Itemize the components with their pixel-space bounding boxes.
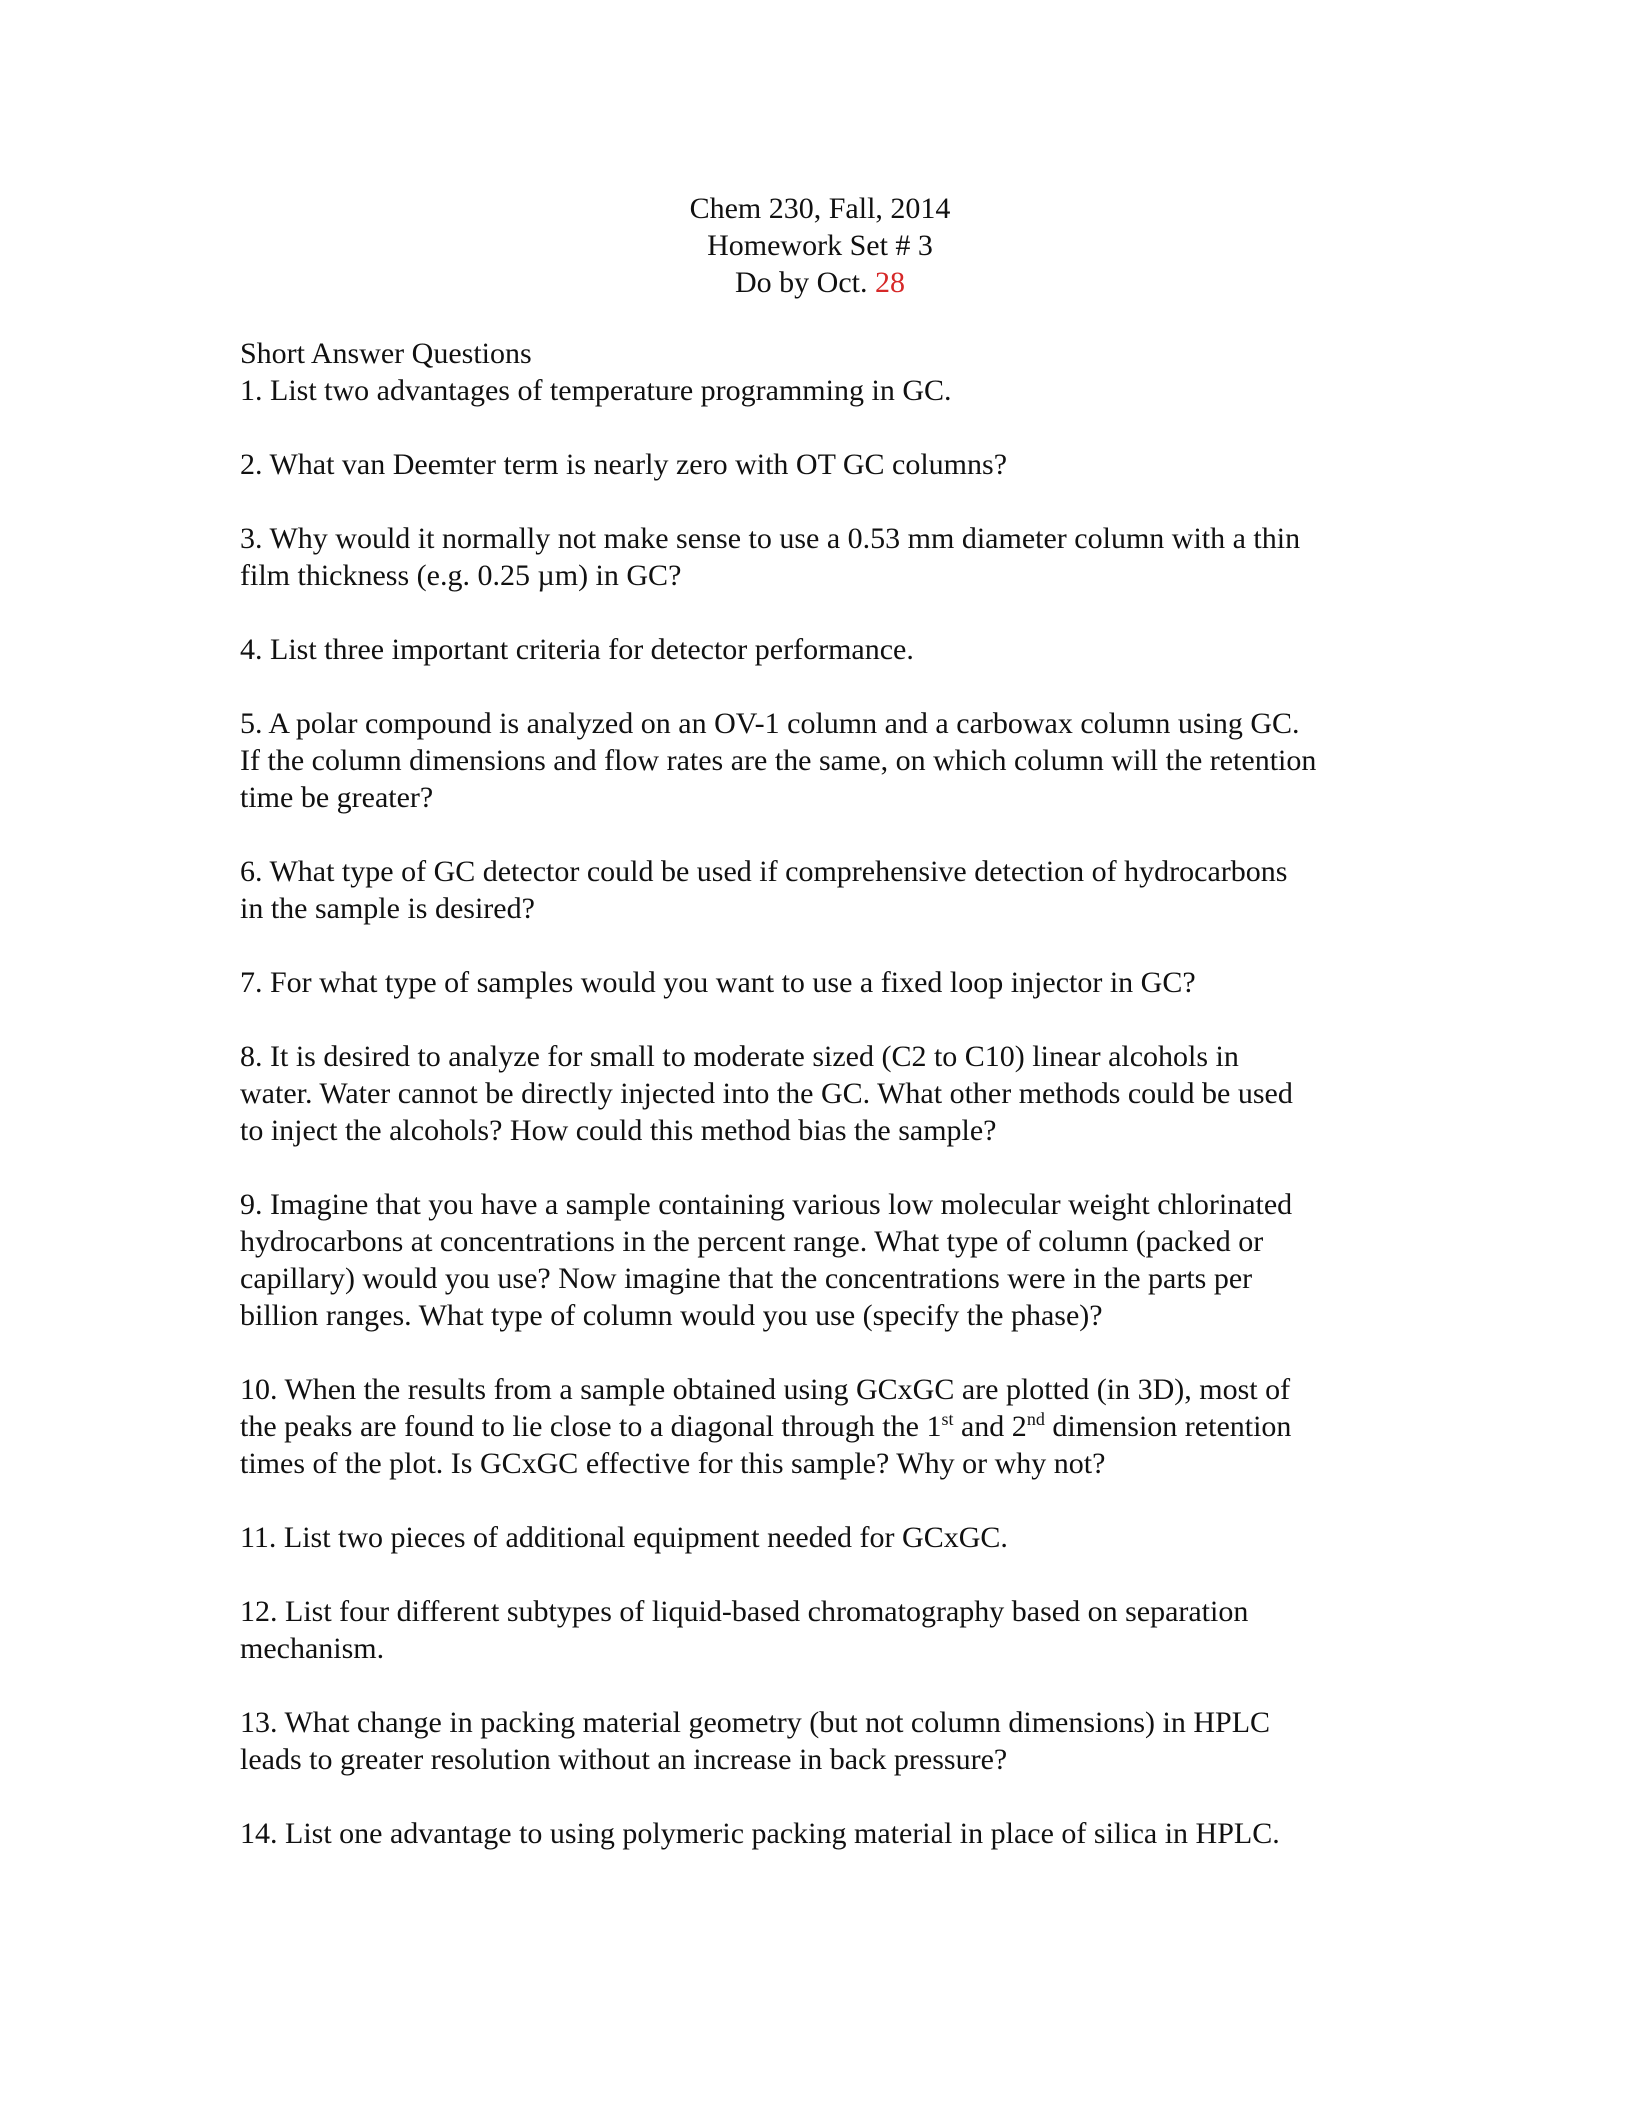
question-13 <box>240 1704 1420 1778</box>
question-6 <box>240 853 1420 927</box>
question-line: 14. List one advantage to using polymeric packing material in place of silica in HPLC. <box>240 1817 1280 1850</box>
due-prefix: Do by Oct. <box>735 266 875 299</box>
question-line: billion ranges. What type of column would you use (specify the phase)? <box>240 1299 1103 1332</box>
homework-title: Homework Set # 3 <box>707 229 933 262</box>
question-line: capillary) would you use? Now imagine that the concentrations were in the parts per <box>240 1262 1253 1295</box>
due-day-tens: 2 <box>874 266 890 299</box>
question-line: in the sample is desired? <box>240 892 535 925</box>
question-line: 7. For what type of samples would you want to use a fixed loop injector in GC? <box>240 966 1196 999</box>
question-line: 5. A polar compound is analyzed on an OV-1 column and a carbowax column using GC. <box>240 707 1300 740</box>
question-7 <box>240 964 1420 1001</box>
question-4 <box>240 631 1420 668</box>
ordinal-superscript: st <box>941 1409 954 1429</box>
question-9 <box>240 1186 1420 1334</box>
question-1 <box>240 372 1420 409</box>
question-line: hydrocarbons at concentrations in the percent range. What type of column (packed or <box>240 1225 1264 1258</box>
question-line <box>240 1408 1420 1445</box>
question-line: 4. List three important criteria for detector performance. <box>240 633 914 666</box>
question-line: 10. When the results from a sample obtained using GCxGC are plotted (in 3D), most of <box>240 1373 1291 1406</box>
question-line: 12. List four different subtypes of liquid-based chromatography based on separation <box>240 1595 1249 1628</box>
question-line: 1. List two advantages of temperature programming in GC. <box>240 374 952 407</box>
section-title: Short Answer Questions <box>240 337 532 370</box>
question-line: 13. What change in packing material geometry (but not column dimensions) in HPLC <box>240 1706 1271 1739</box>
question-12 <box>240 1593 1420 1667</box>
question-line: water. Water cannot be directly injected into the GC. What other methods could be used <box>240 1077 1293 1110</box>
question-text: and 2 <box>953 1410 1027 1443</box>
question-line: 3. Why would it normally not make sense to use a 0.53 mm diameter column with a thin <box>240 522 1301 555</box>
question-14 <box>240 1815 1420 1852</box>
question-line: time be greater? <box>240 781 434 814</box>
question-5 <box>240 705 1420 816</box>
question-text: the peaks are found to lie close to a diagonal through the 1 <box>240 1410 942 1443</box>
question-line: to inject the alcohols? How could this method bias the sample? <box>240 1114 997 1147</box>
question-2 <box>240 446 1420 483</box>
question-line: 6. What type of GC detector could be used if comprehensive detection of hydrocarbons <box>240 855 1288 888</box>
question-3 <box>240 520 1420 594</box>
question-line: film thickness (e.g. 0.25 µm) in GC? <box>240 559 682 592</box>
question-11 <box>240 1519 1420 1556</box>
question-line: 11. List two pieces of additional equipment needed for GCxGC. <box>240 1521 1008 1554</box>
ordinal-superscript: nd <box>1026 1409 1045 1429</box>
question-10 <box>240 1371 1420 1482</box>
document-body <box>240 335 1420 1889</box>
question-line: 2. What van Deemter term is nearly zero with OT GC columns? <box>240 448 1008 481</box>
question-line: times of the plot. Is GCxGC effective for this sample? Why or why not? <box>240 1447 1106 1480</box>
question-line: mechanism. <box>240 1632 385 1665</box>
question-line: 9. Imagine that you have a sample containing various low molecular weight chlorinated <box>240 1188 1293 1221</box>
question-text: dimension retention <box>1044 1410 1292 1443</box>
question-line: If the column dimensions and flow rates are the same, on which column will the retention <box>240 744 1317 777</box>
question-8 <box>240 1038 1420 1149</box>
course-line: Chem 230, Fall, 2014 <box>689 192 951 225</box>
document-header <box>0 190 1640 301</box>
due-date-line <box>0 264 1640 301</box>
due-day-units: 8 <box>889 266 905 299</box>
question-line: 8. It is desired to analyze for small to moderate sized (C2 to C10) linear alcohols in <box>240 1040 1239 1073</box>
question-line: leads to greater resolution without an increase in back pressure? <box>240 1743 1008 1776</box>
